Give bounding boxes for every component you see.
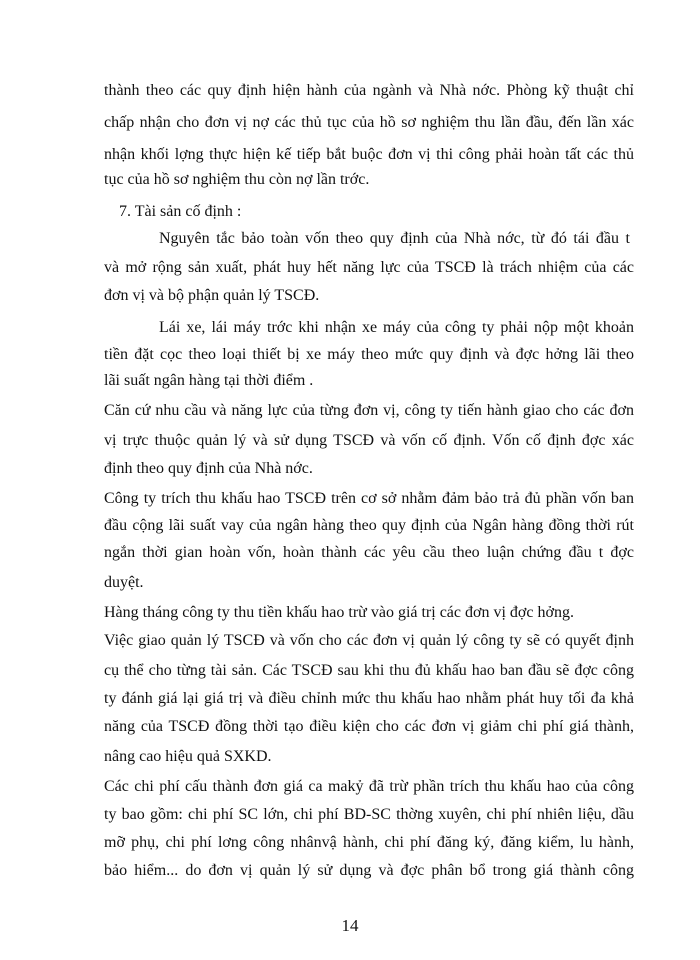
- text-line: tục của hồ sơ nghiệm thu còn nợ lần trớc.: [104, 171, 370, 188]
- text-line: đầu cộng lãi suất vay của ngân hàng theo quy định của Ngân hàng đồng thời rút: [104, 517, 634, 534]
- text-line: và mở rộng sản xuất, phát huy hết năng lực của TSCĐ là trách nhiệm của các: [104, 259, 634, 276]
- text-line: đơn vị và bộ phận quản lý TSCĐ.: [104, 287, 320, 304]
- text-line: định theo quy định của Nhà nớc.: [104, 460, 313, 477]
- text-line: vị trực thuộc quản lý và sử dụng TSCĐ và vốn cố định. Vốn cố định đợc xác: [104, 432, 634, 449]
- text-line: nhận khối lợng thực hiện kế tiếp bắt buộc đơn vị thi công phải hoàn tất các thủ: [104, 146, 634, 163]
- text-line: ty bao gồm: chi phí SC lớn, chi phí BD-SC thờng xuyên, chi phí nhiên liệu, dầu: [104, 806, 634, 823]
- text-line: Việc giao quản lý TSCĐ và vốn cho các đơn vị quản lý công ty sẽ có quyết định: [104, 632, 634, 649]
- text-line: Hàng tháng công ty thu tiền khấu hao trừ vào giá trị các đơn vị đợc hởng.: [104, 604, 574, 621]
- text-line: Căn cứ nhu cầu và năng lực của từng đơn vị, công ty tiến hành giao cho các đơn: [104, 402, 634, 419]
- text-line: mỡ phụ, chi phí lơng công nhânvậ hành, chi phí đăng ký, đăng kiểm, lu hành,: [104, 834, 634, 851]
- text-line: thành theo các quy định hiện hành của ngành và Nhà nớc. Phòng kỹ thuật chỉ: [104, 82, 634, 99]
- text-line: năng của TSCĐ đồng thời tạo điều kiện cho các đơn vị giảm chi phí giá thành,: [104, 718, 634, 735]
- page-number: 14: [341, 916, 359, 935]
- text-line: ngắn thời gian hoàn vốn, hoàn thành các yêu cầu theo luận chứng đầu t đợc: [104, 544, 634, 561]
- section-heading: 7. Tài sản cố định :: [119, 203, 242, 220]
- text-line: nâng cao hiệu quả SXKD.: [104, 748, 272, 765]
- text-line: Các chi phí cấu thành đơn giá ca makỷ đã trừ phần trích thu khấu hao của công: [104, 778, 634, 795]
- text-line: tiền đặt cọc theo loại thiết bị xe máy theo mức quy định và đợc hởng lãi theo: [104, 346, 634, 363]
- text-line: Nguyên tắc bảo toàn vốn theo quy định của Nhà nớc, từ đó tái đầu t: [159, 230, 630, 247]
- text-line: Công ty trích thu khấu hao TSCĐ trên cơ sở nhằm đảm bảo trả đủ phần vốn ban: [104, 490, 634, 507]
- text-line: chấp nhận cho đơn vị nợ các thủ tục của hồ sơ nghiệm thu lần đầu, đến lần xác: [104, 114, 634, 131]
- text-line: Lái xe, lái máy trớc khi nhận xe máy của công ty phải nộp một khoản: [159, 319, 634, 336]
- text-line: duyệt.: [104, 574, 144, 591]
- text-line: cụ thể cho từng tài sản. Các TSCĐ sau khi thu đủ khấu hao ban đầu sẽ đợc công: [104, 662, 634, 679]
- text-line: lãi suất ngân hàng tại thời điểm .: [104, 372, 314, 389]
- text-line: ty đánh giá lại giá trị và điều chỉnh mức thu khấu hao nhằm phát huy tối đa khả: [104, 690, 634, 707]
- text-line: bảo hiểm... do đơn vị quản lý sử dụng và đợc phân bổ trong giá thành công: [104, 862, 634, 879]
